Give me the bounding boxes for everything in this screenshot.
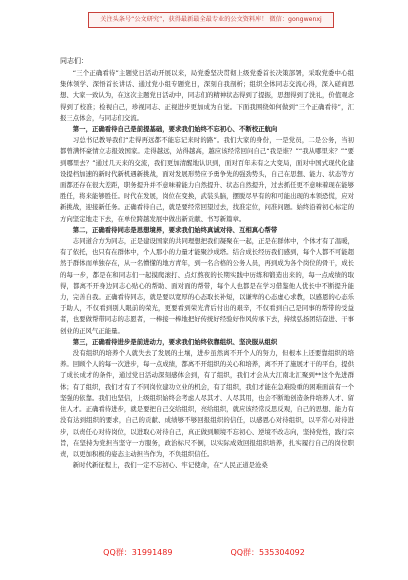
paragraph-closing: 新时代新征程上，我们一定不忘初心、牢记使命，在“人民正道是沧桑 (72, 461, 268, 470)
footer-contact (0, 546, 408, 560)
section-heading-2: 第二，正确看待同志是思想境界，要求我们始终真诚对待、互相真心帮带 (72, 225, 278, 234)
greeting: 同志们： (60, 57, 88, 65)
section-heading-1: 第一，正确看待自己是前提基础，要求我们始终不忘初心、不断校正航向 (72, 125, 278, 134)
paragraph-2: 志同道合方为同志，正是建设国家的共同理想把我们凝聚在一起，正是在群体中，个体才有了温暖，有了依托，也只有在群体中，个人那小的力量才能聚沙成塔。结合成长经历我们感到，每个人都不可能超然于群体而单独存在，从一名懵懂的地方青年，到一名合格的公务人员，再到成为各个岗位的骨干，成长的每一步，都是在和同志们一起摸爬滚打、点灯熬夜的长期实践中历练和锻造出来的，每一点成绩的取得，都离不开身边同志心贴心的帮助、面对面的帮带，每个人也都是在学习借鉴他人优长中不断提升能力，完善自我。正确看待同志，就是要以宽厚的心态取长补短，以谦卑的心态虚心求教，以感恩的心态乐于助人，不仅看到别人眼前的荣光，更要看到荣光背后付出的艰辛，不仅看到自己是同事的帮带的受益者，也要做帮带同志的志愿者，一棒接一棒地把好传统好经验好作风传承下去，持续弘扬团结奋进、干事创业的正风气正能量。 (60, 237, 354, 335)
paragraph-1: 习总书记教导我们“走得再远都不能忘记来时的路”。我们大家的身份，一是党员，二是公务，当初都曾满怀豪情立志报效国家。走得越远，站得越高，越应该经常回问自己“我是谁？”“我从哪里来？”“要到哪里去？”通过几天来的交流，我们更加清醒地认识到，面对百年未有之大变局，面对中国式现代化建设提档加速的新时代新机遇新挑战，面对发展形势应予勇争先的强劲势头，自己在思想、能力、状态等方面都还存在很大差距，职务提升并不意味着能力自然提升、状态自然提升，过去抓任更不意味着现在能够胜任，将来能够胜任。时代在发展，岗位在变换，武装头脑，摆脱尽早有的和可能出现的本领恐慌，应对新挑战，迎接新任务。正确看待自己，就是要经常回望过去，找准定位，问准问题。始终沿着初心标定的方向坚定地走下去，在单位跨越发展中做出新贡献、书写新篇章。 (60, 136, 354, 223)
header-banner: 关注头条号“公文研究”，获得最新最全最专业的公文资料库！ 微信：gongwenxj (88, 12, 334, 28)
footer-qq-group-2: QQ群：535304092 (230, 548, 305, 557)
footer-qq-group-1: QQ群：31991489 (103, 548, 173, 557)
document-body (60, 56, 354, 544)
paragraph-intro: “三个正确看待”主题党日活动开展以来，局党委坚决贯彻上级党委首长决策部署，采取党委中心组集体领学、深悟首长讲话、通过党小组专题党日，深刻自我剖析；组织全体同志交流心得，深入磋商思想、大家一致认为，在这次主题党日活动中，同志们的精神状态得到了提振，思想得到了洗礼，价值观念得到了校准；检视自己，珍视同志、正视进步更加成为自觉。下面我围绕如何做到“三个正确看待”，汇报三点体会，与同志们交流。 (60, 69, 354, 122)
paragraph-3: 没有组织的培养个人就失去了发展的土壤，进步虽然离不开个人的努力，但根本上还要靠组织的培养。回顾个人的每一次进步，每一点成绩，都离不开组织的关心和培养，离不开了施展才干的平台，提供了成长成才的条件，通过党日活动深刻感体会到，有了组织，我们才会从大江南北汇聚到**这个先进群体；有了组织，我们才有了不同岗位建功立业的机会，有了组织，我们才能在急难险重的困难面前有一个坚强的依靠。我们也坚信，上级组织始终会考虑人尽其才、人尽其用，也会不断地创造条件培养人才、留住人才。正确看待进步，就是要把自己交给组织，亮给组织，就应该经常反思反观，自己的思想、能力有没有达到组织的要求，自己的贡献、成绩够不够回报组织的信任，以感恩心对待组织，以平常心对待进步，以责任心对待岗位，以进取心对待自己，真正做到顺境不忘初心、逆境不改志向，坚持党性，践行宗旨，在坚持为党担当坚守一方服务，政治标尺不倒，以实际成效回报组织培养，扎实履行自己的岗位职责，以更加积极的姿态主动担当作为，不负组织信任。 (60, 349, 354, 458)
section-heading-3: 第三，正确看待进步是前进动力，要求我们始终依靠组织、坚决服从组织 (72, 337, 278, 346)
